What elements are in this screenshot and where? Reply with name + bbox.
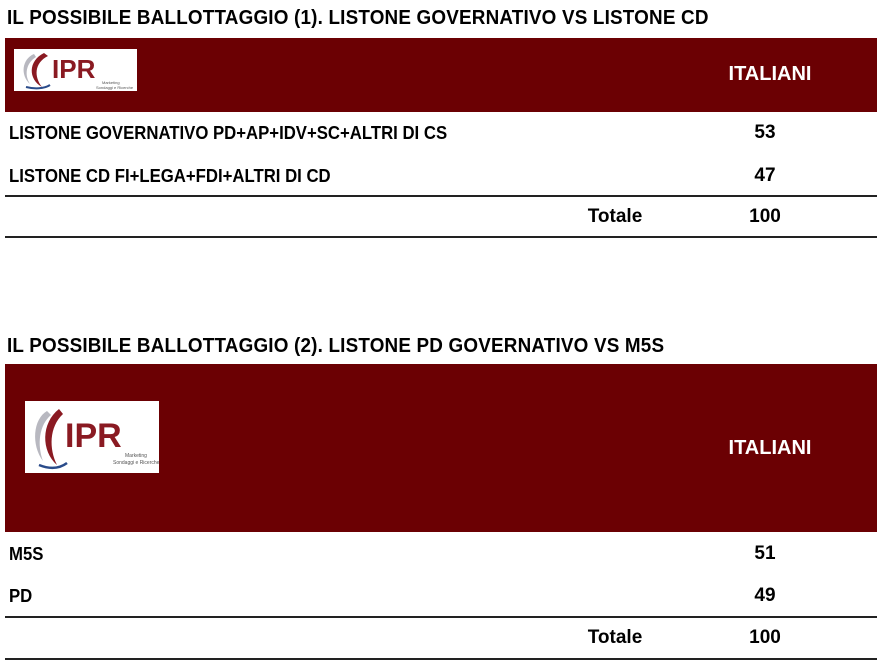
table-2-row-label: PD: [9, 586, 33, 606]
table-1-row-label: LISTONE CD FI+LEGA+FDI+ALTRI DI CD: [9, 166, 331, 186]
table-1-column-header: ITALIANI: [728, 63, 812, 85]
table-2-header-band: [5, 364, 877, 532]
table-2-row-label: M5S: [9, 544, 44, 564]
svg-text:IPR: IPR: [52, 54, 96, 84]
table-2-total-label: Totale: [587, 627, 643, 648]
table-1-row-value: 47: [754, 165, 776, 186]
table-1-total-value: 100: [749, 206, 781, 227]
svg-text:Sondaggi e Ricerche: Sondaggi e Ricerche: [96, 85, 134, 90]
table-2-row-value: 49: [754, 585, 776, 606]
table-2-total-value: 100: [749, 627, 781, 648]
svg-text:Marketing: Marketing: [125, 453, 147, 459]
table-2-row-value: 51: [754, 543, 776, 564]
table-2-bottom-border: [5, 658, 877, 660]
table-2-column-header: ITALIANI: [728, 437, 812, 459]
table-2-title: IL POSSIBILE BALLOTTAGGIO (2). LISTONE PD GOVERNATIVO VS M5S: [7, 334, 665, 357]
table-1-row-value: 53: [754, 122, 776, 143]
svg-text:IPR: IPR: [65, 417, 122, 455]
table-1-total-label: Totale: [587, 206, 643, 227]
table-1-row-label: LISTONE GOVERNATIVO PD+AP+IDV+SC+ALTRI DI CS: [9, 123, 448, 143]
svg-text:Marketing: Marketing: [102, 80, 120, 85]
ipr-logo-icon: [25, 401, 159, 473]
table-1-title: IL POSSIBILE BALLOTTAGGIO (1). LISTONE GOVERNATIVO VS LISTONE CD: [7, 6, 709, 29]
table-2-divider: [5, 616, 877, 618]
svg-text:Sondaggi e Ricerche: Sondaggi e Ricerche: [113, 460, 159, 466]
